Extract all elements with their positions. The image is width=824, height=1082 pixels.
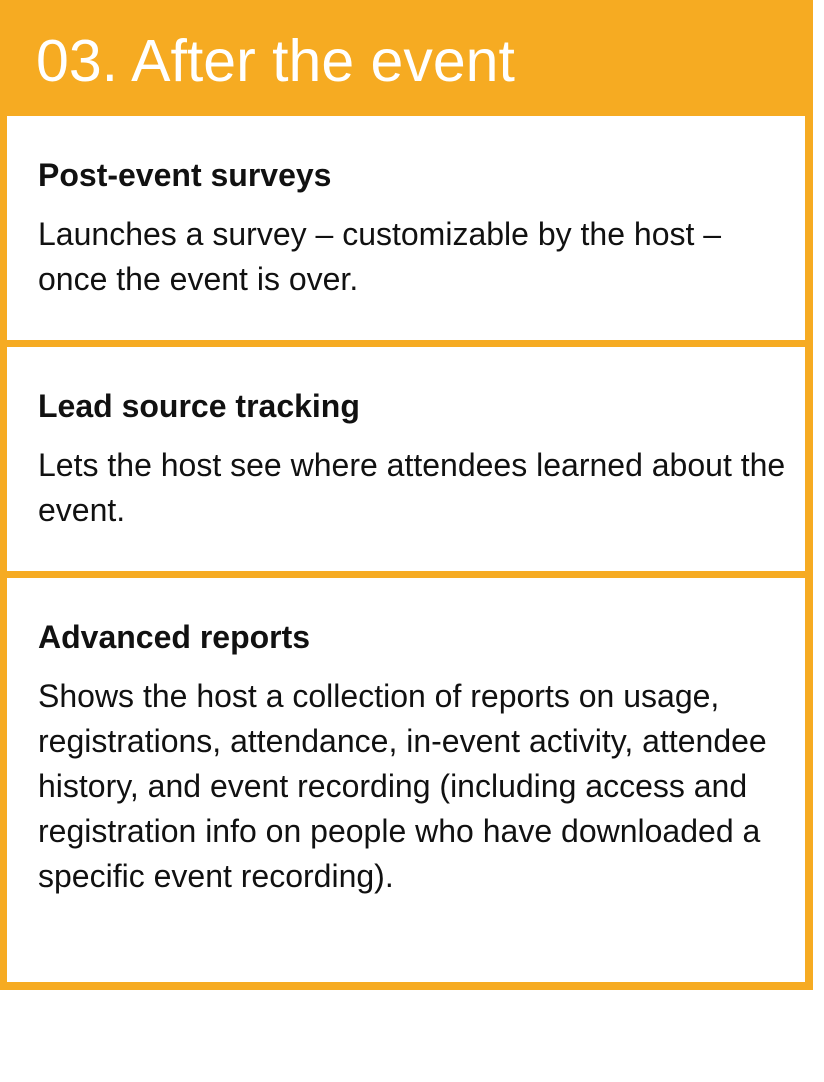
panel-header — [0, 0, 813, 114]
section-description: Lets the host see where attendees learned about the event. — [38, 447, 786, 528]
section-title: Lead source tracking — [38, 388, 360, 424]
section-description: Launches a survey – customizable by the host – once the event is over. — [38, 216, 722, 297]
section-post-event-surveys — [7, 116, 805, 340]
page-title: 03. After the event — [36, 28, 515, 94]
section-advanced-reports — [7, 578, 805, 982]
section-title: Post-event surveys — [38, 157, 332, 193]
section-description: Shows the host a collection of reports on usage, registrations, attendance, in-event activity, attendee history, and event recording (including access and registration info on people who have downloaded a specific event recording). — [38, 678, 767, 894]
section-title: Advanced reports — [38, 619, 311, 655]
section-lead-source-tracking — [7, 347, 805, 571]
